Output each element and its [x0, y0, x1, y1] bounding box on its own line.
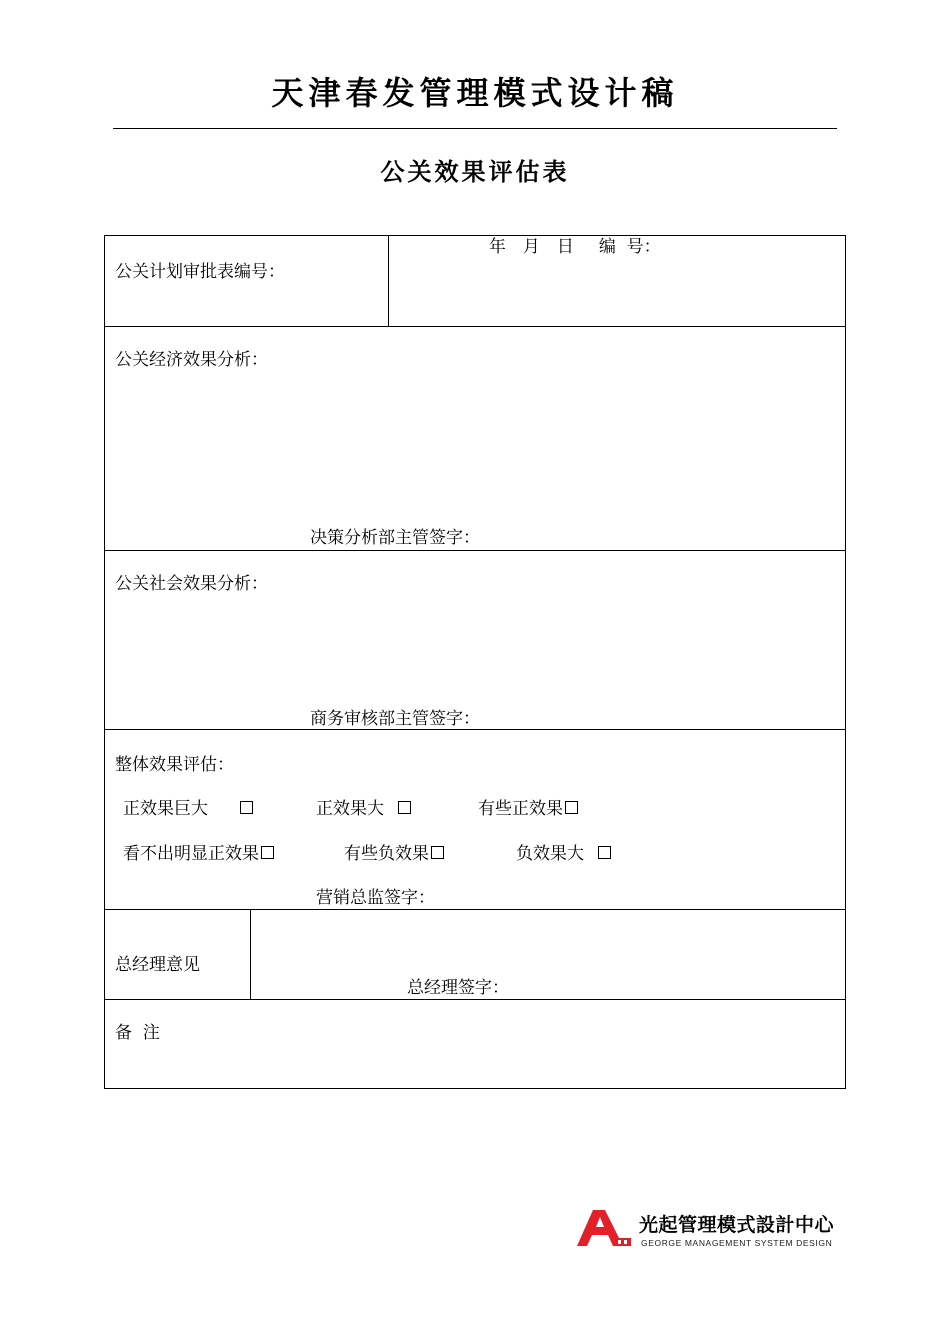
option-label: 有些负效果 [344, 844, 429, 864]
option-no-obvious-positive[interactable] [123, 839, 274, 864]
option-label: 正效果巨大 [123, 799, 208, 819]
option-big-negative[interactable] [516, 839, 611, 864]
title-divider [113, 128, 837, 129]
number-label: 编 号： [598, 237, 661, 257]
plan-number-field[interactable] [389, 236, 845, 326]
plan-number-row [105, 236, 845, 327]
option-label: 看不出明显正效果 [123, 844, 259, 864]
checkbox-icon[interactable] [261, 846, 274, 859]
economic-analysis-label: 公关经济效果分析： [115, 350, 268, 370]
economic-analysis-row [105, 327, 845, 551]
general-manager-row [105, 910, 845, 1000]
logo-name: 光起管理模式設計中心 [639, 1214, 835, 1236]
form-title: 公关效果评估表 [380, 158, 570, 186]
logo-a-icon [575, 1208, 633, 1248]
logo-subtitle: GEORGE MANAGEMENT SYSTEM DESIGN [641, 1238, 833, 1248]
document-title: 天津春发管理模式设计稿 [271, 74, 679, 112]
general-manager-opinion-field[interactable] [251, 910, 845, 969]
company-logo [575, 1208, 840, 1253]
year-label: 年 [488, 237, 506, 257]
month-label: 月 [522, 237, 540, 257]
economic-analysis-field[interactable] [115, 371, 835, 514]
option-some-negative[interactable] [344, 839, 444, 864]
evaluation-form-table [104, 235, 846, 1089]
business-audit-signature-label: 商务审核部主管签字： [310, 709, 480, 729]
option-label: 负效果大 [516, 844, 584, 864]
general-manager-opinion-label: 总经理意见 [115, 955, 200, 975]
option-label: 正效果大 [316, 799, 384, 819]
general-manager-signature-label: 总经理签字： [407, 978, 509, 998]
social-analysis-row [105, 551, 845, 730]
checkbox-icon[interactable] [598, 846, 611, 859]
marketing-director-signature-label: 营销总监签字： [316, 888, 435, 908]
remarks-label: 备 注 [115, 1023, 160, 1043]
checkbox-icon[interactable] [431, 846, 444, 859]
decision-dept-signature-label: 决策分析部主管签字： [310, 528, 480, 548]
day-label: 日 [556, 237, 574, 257]
option-big-positive[interactable] [316, 794, 411, 819]
social-analysis-label: 公关社会效果分析： [115, 574, 268, 594]
plan-number-label: 公关计划审批表编号： [115, 262, 285, 282]
checkbox-icon[interactable] [398, 801, 411, 814]
option-label: 有些正效果 [478, 799, 563, 819]
checkbox-icon[interactable] [240, 801, 253, 814]
overall-evaluation-label: 整体效果评估： [115, 755, 234, 775]
social-analysis-field[interactable] [115, 595, 835, 693]
option-some-positive[interactable] [478, 794, 578, 819]
overall-evaluation-row [105, 730, 845, 910]
option-huge-positive[interactable] [123, 794, 253, 819]
checkbox-icon[interactable] [565, 801, 578, 814]
remarks-row [105, 1000, 845, 1088]
remarks-field[interactable] [175, 1010, 835, 1078]
